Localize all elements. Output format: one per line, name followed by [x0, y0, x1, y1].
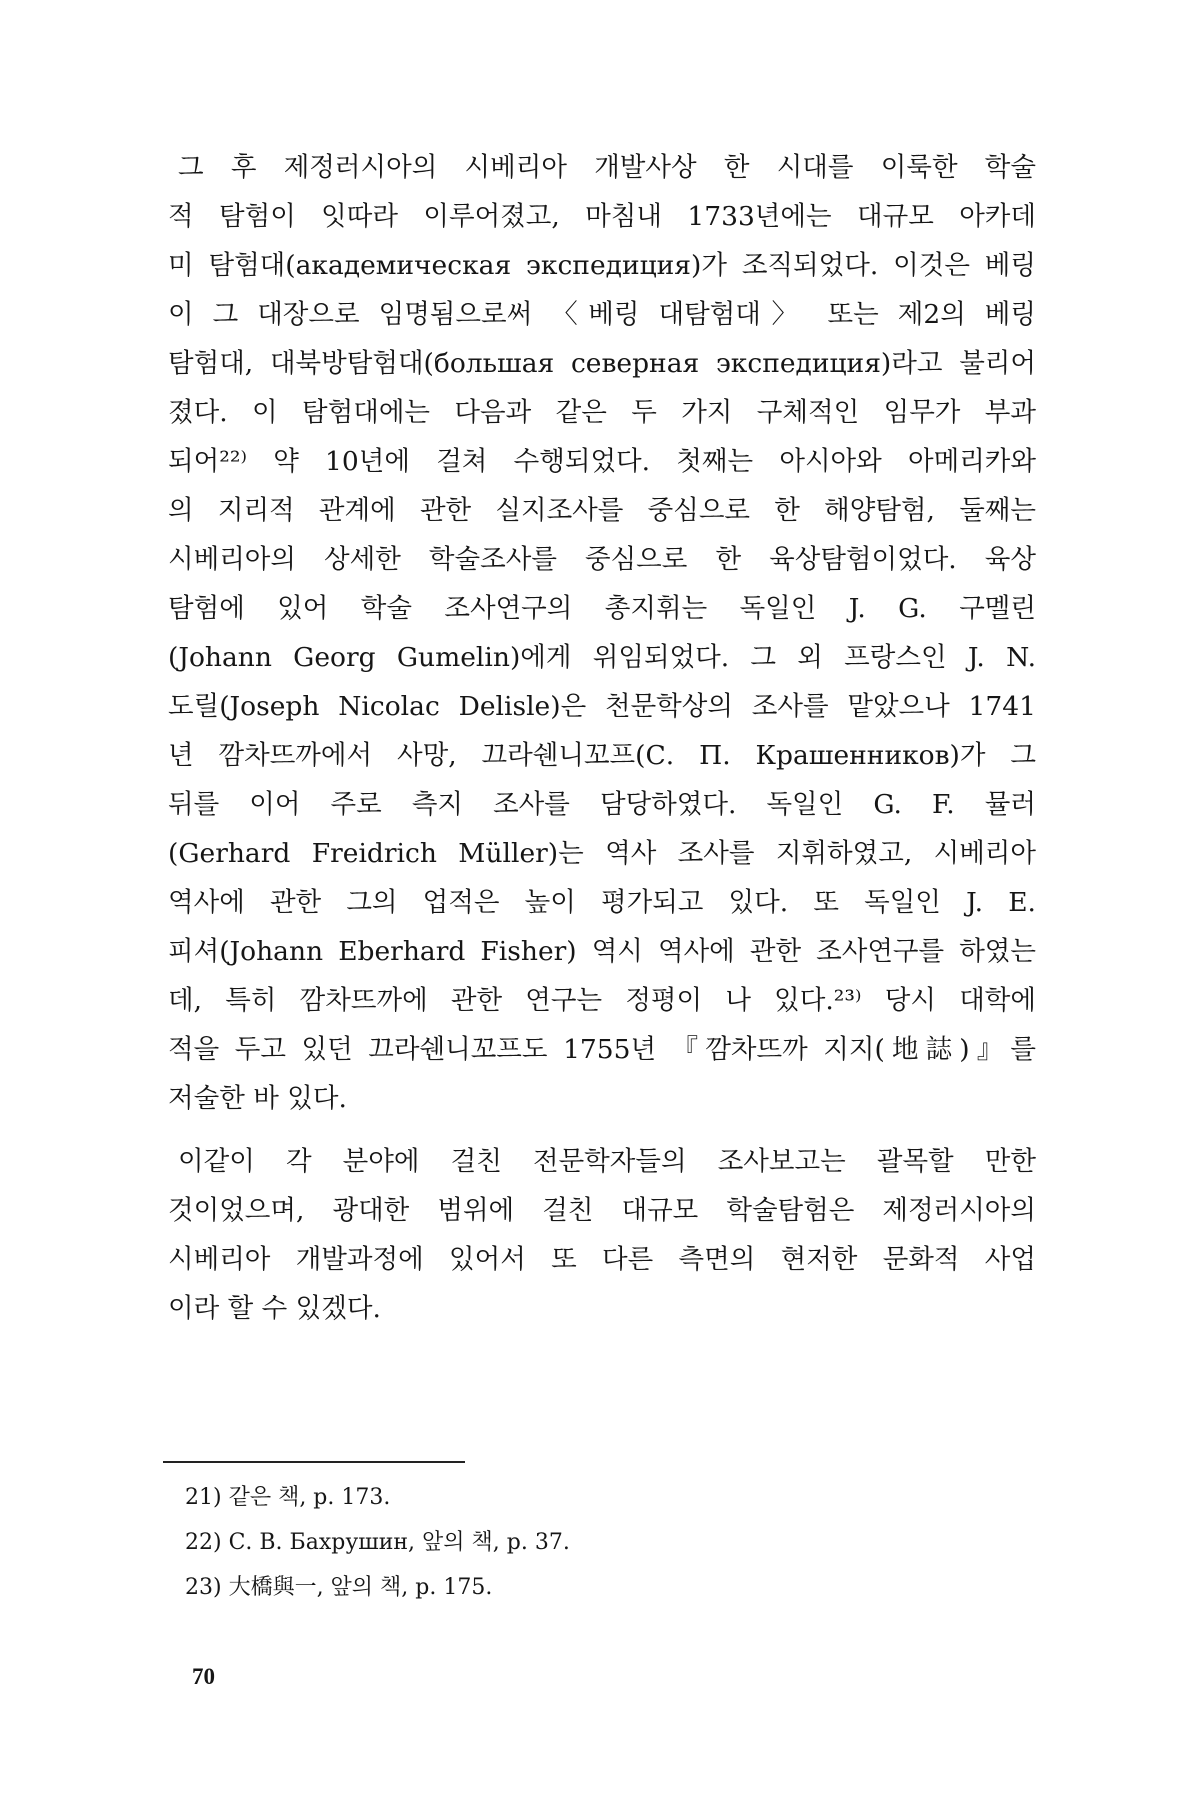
text-line: 시베리아의 상세한 학술조사를 중심으로 한 육상탐험이었다. 육상 — [168, 544, 1036, 575]
text-line: 년 깜차뜨까에서 사망, 끄라쉔니꼬프(С. П. Крашенников)가 그 — [168, 740, 1036, 771]
text-line: 졌다. 이 탐험대에는 다음과 같은 두 가지 구체적인 임무가 부과 — [168, 397, 1036, 428]
text-line: 데, 특히 깜차뜨까에 관한 연구는 정평이 나 있다.²³⁾ 당시 대학에 — [168, 985, 1036, 1016]
text-line: (Johann Georg Gumelin)에게 위임되었다. 그 외 프랑스인 J. N. — [168, 642, 1036, 673]
footnote-divider — [163, 1461, 465, 1463]
text-line: 되어²²⁾ 약 10년에 걸쳐 수행되었다. 첫째는 아시아와 아메리카와 — [168, 446, 1036, 477]
text-line: 뒤를 이어 주로 측지 조사를 담당하였다. 독일인 G. F. 뮬러 — [168, 789, 1036, 820]
paragraph-2 — [168, 1137, 1036, 1333]
text-line: 이라 할 수 있겠다. — [168, 1293, 381, 1324]
text-line: 그 후 제정러시아의 시베리아 개발사상 한 시대를 이룩한 학술 — [178, 152, 1036, 183]
text-line: 저술한 바 있다. — [168, 1083, 347, 1114]
text-line: 적을 두고 있던 끄라쉔니꼬프도 1755년 『깜차뜨까 지지(地誌)』를 — [168, 1034, 1036, 1065]
page-number: 70 — [192, 1664, 215, 1689]
text-line: 이 그 대장으로 임명됨으로써 〈베링 대탐험대〉 또는 제2의 베링 — [168, 299, 1036, 330]
paragraph-1 — [168, 143, 1036, 1123]
text-line: 피셔(Johann Eberhard Fisher) 역시 역사에 관한 조사연구를 하였는 — [168, 936, 1036, 967]
body-text — [168, 143, 1036, 1333]
text-line: 도릴(Joseph Nicolac Delisle)은 천문학상의 조사를 맡았으나 1741 — [168, 691, 1036, 722]
text-line: 탐험에 있어 학술 조사연구의 총지휘는 독일인 J. G. 구멜린 — [168, 593, 1036, 624]
text-line: 이같이 각 분야에 걸친 전문학자들의 조사보고는 괄목할 만한 — [178, 1146, 1036, 1177]
paragraph-gap — [168, 1123, 1036, 1137]
text-line: 적 탐험이 잇따라 이루어졌고, 마침내 1733년에는 대규모 아카데 — [168, 201, 1036, 232]
text-line: 역사에 관한 그의 업적은 높이 평가되고 있다. 또 독일인 J. E. — [168, 887, 1036, 918]
footnote-22: 22) С. В. Бахрушин, 앞의 책, p. 37. — [185, 1530, 570, 1555]
footnotes — [185, 1475, 785, 1610]
text-line: 의 지리적 관계에 관한 실지조사를 중심으로 한 해양탐험, 둘째는 — [168, 495, 1036, 526]
text-line: 시베리아 개발과정에 있어서 또 다른 측면의 현저한 문화적 사업 — [168, 1244, 1036, 1275]
footnote-23: 23) 大橋與一, 앞의 책, p. 175. — [185, 1575, 493, 1600]
text-line: (Gerhard Freidrich Müller)는 역사 조사를 지휘하였고, 시베리아 — [168, 838, 1036, 869]
footnote-21: 21) 같은 책, p. 173. — [185, 1485, 391, 1510]
text-line: 것이었으며, 광대한 범위에 걸친 대규모 학술탐험은 제정러시아의 — [168, 1195, 1036, 1226]
text-line: 탐험대, 대북방탐험대(большая северная экспедиция)라고 불리어 — [168, 348, 1036, 379]
text-line: 미 탐험대(академическая экспедиция)가 조직되었다. 이것은 베링 — [168, 250, 1036, 281]
